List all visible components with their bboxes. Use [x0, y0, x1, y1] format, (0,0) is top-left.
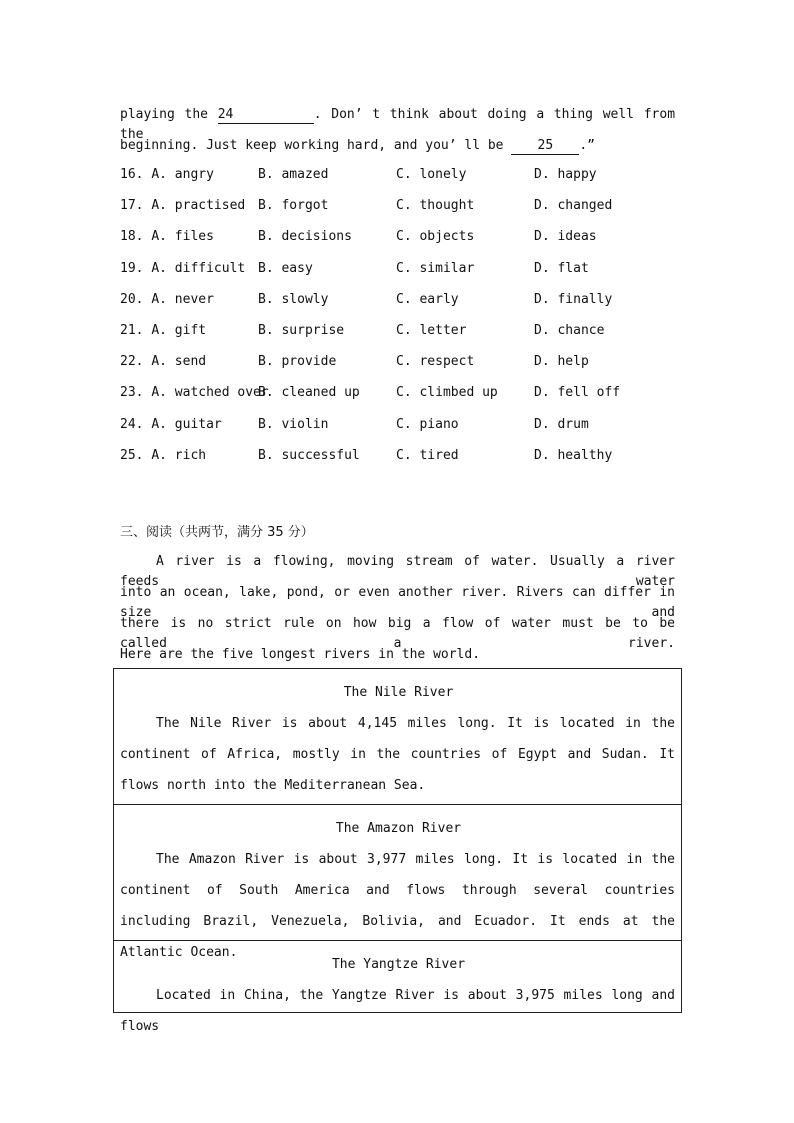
question-number: 21. [120, 323, 144, 338]
option-c: C. thought [396, 198, 475, 214]
option-row [120, 165, 675, 185]
question-number: 24. [120, 416, 144, 432]
option-c: C. letter [396, 323, 467, 338]
option-d: D. help [534, 354, 589, 370]
option-a [120, 196, 245, 216]
river-title: The Yangtze River [331, 957, 466, 972]
option-d: D. flat [534, 260, 589, 276]
cloze-text: . Don’ t think about doing a thing well from the [120, 107, 676, 142]
option-c: C. piano [396, 416, 459, 432]
question-number: 19. [120, 260, 144, 276]
option-a-text: A. files [151, 229, 214, 245]
option-a-text: A. never [151, 291, 214, 307]
question-number: 17. [120, 198, 144, 214]
river-title: The Nile River [343, 685, 454, 700]
option-a-text: A. rich [151, 447, 207, 463]
river-body-text: The Amazon River is about 3,977 miles long. It is located in the continent of South America and flows through several countries including Brazil, Venezuela, Bolivia, and Ecuador. It ends at the Atlantic Ocean. [120, 852, 675, 960]
blank-25: 25 [511, 138, 579, 155]
option-row [120, 259, 675, 279]
option-b: B. successful [258, 447, 360, 463]
rivers-table [113, 668, 682, 1034]
option-a [120, 227, 214, 247]
option-b: B. decisions [258, 229, 352, 245]
option-b: B. surprise [258, 323, 345, 338]
cloze-line-2 [120, 136, 595, 156]
option-d: D. drum [534, 416, 589, 432]
cloze-text: beginning. Just keep working hard, and you’ ll be [120, 138, 504, 153]
cloze-text: playing the [120, 107, 208, 122]
option-d: D. healthy [534, 447, 613, 463]
question-number: 25. [120, 447, 144, 463]
option-c: C. lonely [396, 167, 467, 182]
intro-line: into an ocean, lake, pond, or even another river. Rivers can differ in size and [120, 585, 675, 620]
intro-line: there is no strict rule on how big a flow of water must be to be called a river. [120, 616, 675, 651]
option-a [120, 259, 245, 279]
option-c: C. similar [396, 260, 475, 276]
option-a [120, 165, 214, 185]
option-row [120, 321, 675, 341]
question-number: 22. [120, 354, 144, 370]
option-a-text: A. guitar [151, 416, 222, 432]
option-b: B. cleaned up [258, 385, 360, 401]
intro-line: Here are the five longest rivers in the world. [120, 647, 481, 662]
option-d: D. fell off [534, 385, 621, 401]
option-a [120, 321, 206, 341]
option-a-text: A. watched over [151, 385, 269, 401]
option-row [120, 227, 675, 247]
river-box-yangtze [114, 941, 681, 1034]
option-b: B. easy [258, 260, 313, 276]
option-row [120, 446, 675, 466]
option-d: D. happy [534, 167, 597, 182]
option-row [120, 290, 675, 310]
river-title: The Amazon River [335, 821, 462, 836]
question-number: 18. [120, 229, 144, 245]
option-d: D. changed [534, 198, 613, 214]
river-body [120, 980, 675, 1042]
question-number: 16. [120, 167, 144, 182]
cloze-text: .” [579, 138, 595, 153]
option-a-text: A. difficult [151, 260, 246, 276]
option-row [120, 352, 675, 372]
option-d: D. chance [534, 323, 605, 338]
river-body-text: Located in China, the Yangtze River is about 3,975 miles long and flows [120, 988, 675, 1034]
river-body [120, 708, 675, 801]
option-a-text: A. send [151, 354, 207, 370]
option-a [120, 446, 206, 466]
option-a [120, 352, 206, 372]
option-a-text: A. gift [151, 323, 207, 338]
option-a-text: A. angry [151, 167, 214, 182]
option-a [120, 415, 222, 435]
river-body-text: The Nile River is about 4,145 miles long. It is located in the continent of Africa, mostly in the countries of Egypt and Sudan. It flows north into the Mediterranean Sea. [120, 716, 675, 793]
option-b: B. amazed [258, 167, 329, 182]
option-a-text: A. practised [151, 198, 246, 214]
intro-line: A river is a flowing, moving stream of water. Usually a river feeds water [120, 554, 675, 589]
option-row [120, 196, 675, 216]
option-c: C. tired [396, 447, 459, 463]
option-b: B. provide [258, 354, 337, 370]
option-row [120, 415, 675, 435]
river-box-nile [114, 669, 681, 805]
option-c: C. objects [396, 229, 475, 245]
option-a [120, 383, 269, 403]
question-number: 23. [120, 385, 144, 401]
option-b: B. slowly [258, 291, 329, 307]
option-d: D. finally [534, 291, 613, 307]
river-box-amazon [114, 805, 681, 960]
option-c: C. early [396, 291, 459, 307]
blank-24: 24 [218, 107, 314, 124]
option-c: C. respect [396, 354, 475, 370]
option-b: B. violin [258, 416, 329, 432]
option-a [120, 290, 214, 310]
option-c: C. climbed up [396, 385, 498, 401]
section-title: 三、阅读（共两节，满分 35 分） [120, 525, 314, 540]
option-d: D. ideas [534, 229, 597, 245]
option-row [120, 383, 675, 403]
option-b: B. forgot [258, 198, 329, 214]
question-number: 20. [120, 291, 144, 307]
